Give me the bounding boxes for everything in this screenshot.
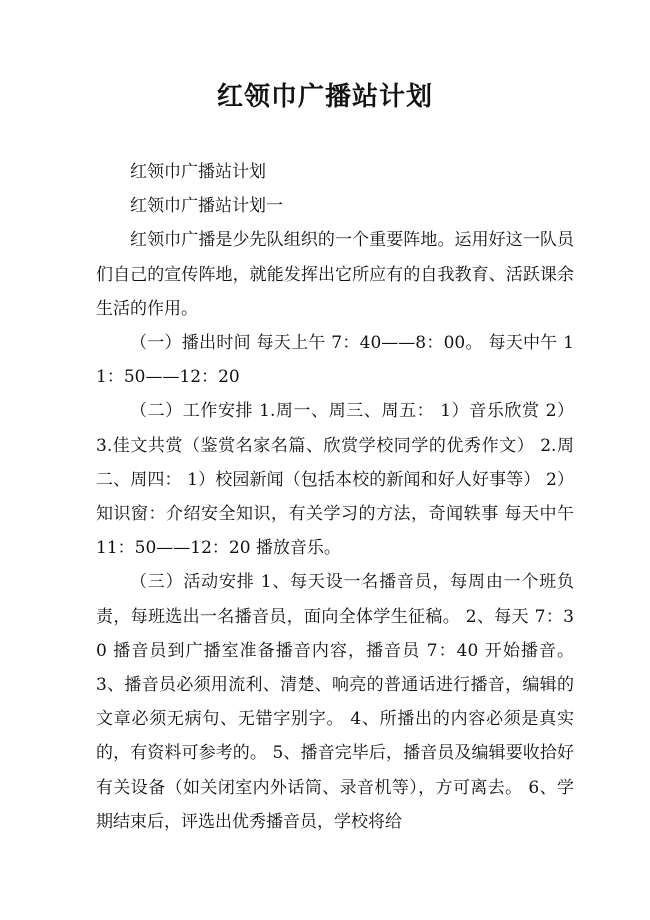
paragraph-subheading: 红领巾广播站计划一 [130, 196, 283, 217]
paragraph-activity-schedule: （三）活动安排 1、每天设一名播音员，每周由一个班负责，每班选出一名播音员，面向全体学生征稿。 2、每天 7：30 播音员到广播室准备播音内容，播音员 7：40 开始播音。 3、播音员必须用流利、清楚、响亮的普通话进行播音，编辑的文章必须无病句、无错字别字。 4、所播出的内容必须是真实的，有资料可参考的。 5、播音完毕后，播音员及编辑要收拾好有关设备（如关闭室内外话筒、录音机等），方可离去。 6、学期结束后，评选出优秀播音员，学校将给 [96, 572, 574, 832]
document-body [96, 155, 574, 839]
paragraph-broadcast-time: （一）播出时间 每天上午 7：40——8：00。 每天中午 11：50——12：20 [96, 333, 574, 388]
paragraph-heading: 红领巾广播站计划 [130, 162, 266, 182]
document-title: 红领巾广播站计划 [216, 82, 433, 112]
paragraph-intro: 红领巾广播是少先队组织的一个重要阵地。运用好这一队员们自己的宣传阵地，就能发挥出它所应有的自我教育、活跃课余生活的作用。 [96, 230, 574, 319]
paragraph-work-schedule: （二）工作安排 1.周一、周三、周五： 1）音乐欣赏 2）3.佳文共赏（鉴赏名家名篇、欣赏学校同学的优秀作文） 2.周二、周四： 1）校园新闻（包括本校的新闻和好人好事等） 2）知识窗：介绍安全知识，有关学习的方法，奇闻轶事 每天中午 11：50——12：20 播放音乐。 [96, 401, 574, 559]
